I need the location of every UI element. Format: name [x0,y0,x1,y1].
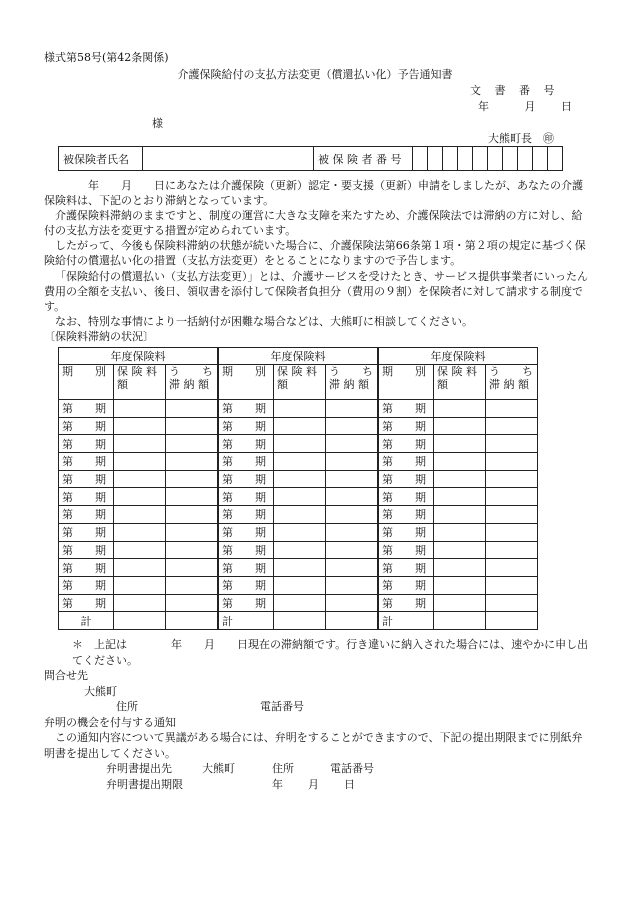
overdue-cell [166,400,219,418]
premium-cell [274,559,326,577]
arrears-table [58,347,538,630]
overdue-cell [486,506,538,524]
period-cell: 第 期 [218,470,274,488]
overdue-cell [486,559,538,577]
period-cell: 第 期 [59,435,114,453]
contact-line [44,699,589,715]
arrears-row [59,523,538,541]
period-cell: 第 期 [218,488,274,506]
fiscal-year-header: 年度保険料 [59,348,219,365]
premium-cell [114,470,166,488]
notice-body [44,178,589,344]
overdue-cell [326,541,379,559]
premium-cell [434,541,486,559]
premium-cell [434,506,486,524]
submit-address: 住所 [272,762,294,775]
arrears-row [59,417,538,435]
premium-column-header: 保 険 料 額 [114,365,166,400]
premium-cell [114,417,166,435]
arrears-row [59,400,538,418]
total-label: 計 [59,612,114,630]
period-cell: 第 期 [218,594,274,612]
overdue-cell [326,400,379,418]
arrears-row [59,541,538,559]
date-day: 日 [561,100,572,113]
period-column-header: 期 別 [378,365,434,400]
premium-cell [274,417,326,435]
issuer-name: 大熊町長 ㊞ [488,132,554,145]
premium-cell [434,523,486,541]
overdue-cell [166,594,219,612]
period-cell: 第 期 [378,488,434,506]
hearing-title: 弁明の機会を付与する通知 [44,715,176,729]
overdue-cell [326,576,379,594]
number-cell [473,147,488,171]
deadline-month: 月 [308,777,319,791]
submit-to-label: 弁明書提出先 [106,762,172,775]
number-cell [533,147,548,171]
premium-cell [114,400,166,418]
overdue-cell [326,435,379,453]
premium-column-header: 保 険 料 額 [274,365,326,400]
overdue-cell [486,453,538,471]
premium-cell [434,417,486,435]
premium-cell [114,435,166,453]
premium-cell [274,594,326,612]
period-cell: 第 期 [59,417,114,435]
fiscal-year-header: 年度保険料 [378,348,538,365]
premium-cell [434,576,486,594]
deadline-day: 日 [344,777,355,791]
insured-name-field [143,147,314,171]
period-cell: 第 期 [59,523,114,541]
overdue-cell [486,470,538,488]
period-cell: 第 期 [378,417,434,435]
total-overdue [486,612,538,630]
premium-cell [434,559,486,577]
overdue-cell [486,417,538,435]
premium-cell [434,470,486,488]
period-cell: 第 期 [59,488,114,506]
premium-cell [114,506,166,524]
number-cell [443,147,458,171]
period-cell: 第 期 [218,523,274,541]
period-cell: 第 期 [59,541,114,559]
arrears-row [59,559,538,577]
overdue-cell [326,523,379,541]
total-amount [274,612,326,630]
overdue-column-header: う ち 滞 納 額 [486,365,538,400]
deadline-line [44,777,589,793]
deadline-label: 弁明書提出期限 [106,777,183,791]
overdue-column-header: う ち 滞 納 額 [326,365,379,400]
phone-label: 電話番号 [260,700,304,713]
overdue-cell [326,470,379,488]
premium-cell [434,400,486,418]
overdue-cell [166,559,219,577]
period-cell: 第 期 [59,470,114,488]
insured-number-label: 被 保 険 者 番 号 [314,147,413,171]
overdue-cell [486,576,538,594]
document-title: 介護保険給付の支払方法変更（償還払い化）予告通知書 [177,68,453,81]
period-cell: 第 期 [218,576,274,594]
address-label: 住所 [116,700,138,713]
arrears-row [59,453,538,471]
deadline-year: 年 [272,777,283,791]
premium-cell [114,541,166,559]
submit-town: 大熊町 [202,762,235,775]
premium-cell [114,576,166,594]
period-cell: 第 期 [378,506,434,524]
number-cell [518,147,533,171]
period-cell: 第 期 [59,559,114,577]
date-month: 月 [524,100,536,113]
body-paragraph: なお、特別な事情により一括納付が困難な場合などは、大熊町に相談してください。 [55,314,473,328]
number-cell [488,147,503,171]
period-cell: 第 期 [218,400,274,418]
premium-cell [434,594,486,612]
contact-label: 問合せ先 [44,669,88,682]
number-cell [413,147,428,171]
overdue-cell [166,435,219,453]
overdue-cell [486,594,538,612]
submit-to-line [44,761,589,777]
period-cell: 第 期 [218,417,274,435]
status-label: 〔保険料滞納の状況〕 [44,329,154,343]
overdue-cell [166,541,219,559]
hearing-text: この通知内容について異議がある場合には、弁明をすることができますので、下記の提出期限までに別紙弁明書を提出してください。 [44,731,583,760]
arrears-row [59,470,538,488]
overdue-cell [166,506,219,524]
arrears-row [59,594,538,612]
arrears-row [59,576,538,594]
overdue-cell [486,488,538,506]
period-cell: 第 期 [59,506,114,524]
footer [44,637,589,792]
overdue-cell [326,594,379,612]
premium-cell [274,523,326,541]
premium-cell [434,488,486,506]
period-cell: 第 期 [218,453,274,471]
total-amount [114,612,166,630]
body-paragraph: 「保険給付の償還払い（支払方法変更）」とは、介護サービスを受けたとき、サービス提供事業者にいったん費用の全額を支払い、後日、領収書を添付して保険者負担分（費用の９割）を保険者に対して請求する制度です。 [44,269,589,313]
premium-cell [274,453,326,471]
total-overdue [326,612,379,630]
premium-cell [274,576,326,594]
period-cell: 第 期 [378,559,434,577]
number-cell [548,147,563,171]
arrears-row [59,435,538,453]
premium-cell [114,488,166,506]
period-cell: 第 期 [218,506,274,524]
total-label: 計 [378,612,434,630]
premium-cell [114,523,166,541]
insured-name-label: 被保険者氏名 [59,147,143,171]
arrears-row [59,488,538,506]
period-cell: 第 期 [378,435,434,453]
period-cell: 第 期 [378,541,434,559]
overdue-cell [166,417,219,435]
period-cell: 第 期 [59,594,114,612]
issue-date [478,100,572,114]
period-cell: 第 期 [218,559,274,577]
premium-cell [114,594,166,612]
total-amount [434,612,486,630]
period-column-header: 期 別 [218,365,274,400]
period-cell: 第 期 [378,594,434,612]
premium-cell [274,488,326,506]
total-overdue [166,612,219,630]
submit-phone: 電話番号 [330,762,374,775]
number-cell [503,147,518,171]
number-cell [428,147,443,171]
overdue-cell [166,453,219,471]
overdue-cell [166,523,219,541]
overdue-cell [166,470,219,488]
period-cell: 第 期 [378,453,434,471]
doc-number-label: 文 書 番 号 [470,84,560,97]
premium-column-header: 保 険 料 額 [434,365,486,400]
body-paragraph: 年 月 日にあなたは介護保険（更新）認定・要支援（更新）申請をしましたが、あなたの介護保険料は、下記のとおり滞納となっています。 [44,179,583,208]
contact-town: 大熊町 [84,684,117,698]
overdue-cell [486,435,538,453]
overdue-cell [486,400,538,418]
total-label: 計 [218,612,274,630]
insured-person-table [58,146,563,171]
period-cell: 第 期 [218,435,274,453]
premium-cell [274,470,326,488]
period-cell: 第 期 [59,400,114,418]
premium-cell [114,453,166,471]
premium-cell [114,559,166,577]
overdue-cell [486,541,538,559]
overdue-cell [326,559,379,577]
period-cell: 第 期 [59,453,114,471]
body-paragraph: したがって、今後も保険料滞納の状態が続いた場合に、介護保険法第66条第１項・第２項の規定に基づく保険給付の償還払い化の措置（支払方法変更）をとることになりますので予告します。 [44,239,586,268]
period-cell: 第 期 [218,541,274,559]
form-id: 様式第58号(第42条関係) [44,51,169,64]
date-year: 年 [478,100,489,113]
overdue-cell [166,488,219,506]
overdue-cell [326,488,379,506]
overdue-column-header: う ち 滞 納 額 [166,365,219,400]
overdue-cell [486,523,538,541]
arrears-row [59,506,538,524]
overdue-cell [326,453,379,471]
premium-cell [274,506,326,524]
period-cell: 第 期 [378,400,434,418]
premium-cell [434,435,486,453]
fiscal-year-header: 年度保険料 [218,348,378,365]
premium-cell [274,400,326,418]
addressee-honorific: 様 [152,117,163,130]
premium-cell [274,541,326,559]
number-cell [458,147,473,171]
overdue-cell [326,417,379,435]
period-cell: 第 期 [378,576,434,594]
body-paragraph: 介護保険料滞納のままですと、制度の運営に大きな支障を来たすため、介護保険法では滞納の方に対し、給付の支払方法を変更する措置が定められています。 [44,209,583,238]
overdue-cell [326,506,379,524]
period-cell: 第 期 [378,523,434,541]
premium-cell [434,453,486,471]
period-cell: 第 期 [59,576,114,594]
overdue-cell [166,576,219,594]
footnote: ＊ 上記は 年 月 日現在の滞納額です。行き違いに納入された場合には、速やかに申し出てください。 [72,638,589,667]
period-cell: 第 期 [378,470,434,488]
premium-cell [274,435,326,453]
period-column-header: 期 別 [59,365,114,400]
